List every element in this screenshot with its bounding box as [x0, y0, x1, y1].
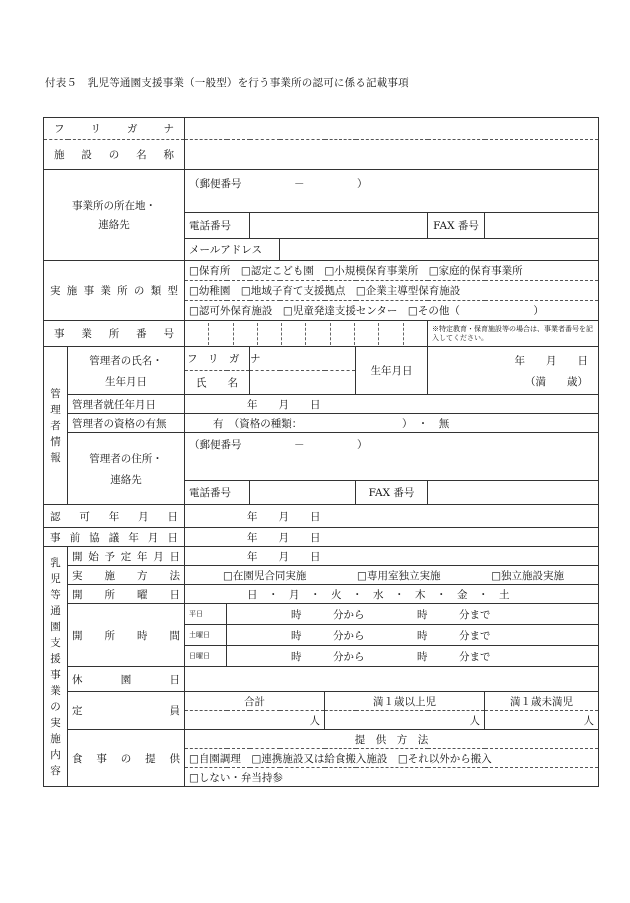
office-number-digit-8[interactable]: [355, 323, 379, 345]
meal-label: 食 事 の 提 供: [68, 730, 185, 787]
manager-phone-field[interactable]: [250, 481, 356, 505]
manager-name-field[interactable]: [250, 371, 356, 395]
approval-date-field[interactable]: 年 月 日: [185, 505, 599, 528]
manager-fax-field[interactable]: [428, 481, 599, 505]
manager-postal-field[interactable]: （郵便番号 － ）: [185, 433, 599, 481]
manager-group-label: 管理者情報: [44, 347, 68, 505]
office-number-digit-10[interactable]: [404, 323, 427, 345]
facility-type-row2[interactable]: □幼稚園 □地域子育て支援拠点 □企業主導型保育施設: [185, 281, 599, 301]
address-label: 事業所の所在地・ 連絡先: [44, 170, 185, 261]
days-label: 開 所 曜 日: [68, 585, 185, 604]
hours-weekday-field[interactable]: 時 分から 時 分まで: [227, 604, 599, 625]
address-email-field[interactable]: [280, 239, 599, 261]
office-number-digit-7[interactable]: [331, 323, 355, 345]
capacity-under1-field[interactable]: [485, 711, 599, 730]
capacity-over1-unit: 人: [469, 714, 480, 727]
office-number-boxes[interactable]: [185, 321, 428, 347]
capacity-over1-field[interactable]: [325, 711, 485, 730]
manager-birth-label: 生年月日: [356, 347, 428, 395]
consult-date-label: 事前協議年月日: [44, 528, 185, 547]
manager-appointed-field[interactable]: 年 月 日: [185, 395, 599, 414]
manager-birth-field[interactable]: 年 月 日 （満 歳）: [428, 347, 599, 395]
hours-sunday-field[interactable]: 時 分から 時 分まで: [227, 646, 599, 667]
address-postal-field[interactable]: （郵便番号 － ）: [185, 170, 599, 213]
office-number-note: ※特定教育・保育施設等の場合は、事業者番号を記入してください。: [428, 321, 599, 347]
capacity-total-header: 合計: [185, 692, 325, 711]
consult-date-field[interactable]: 年 月 日: [185, 528, 599, 547]
form-title: 付表５ 乳児等通園支援事業（一般型）を行う事業所の認可に係る記載事項: [45, 77, 409, 89]
manager-qualification-label: 管理者の資格の有無: [68, 414, 185, 433]
method-options[interactable]: [185, 566, 599, 585]
start-date-label: 開始予定年月日: [68, 547, 185, 566]
office-number-digit-4[interactable]: [258, 323, 282, 345]
manager-fax-label: FAX 番号: [356, 481, 428, 505]
capacity-under1-unit: 人: [583, 714, 594, 727]
office-number-digit-3[interactable]: [234, 323, 258, 345]
approval-date-label: 認 可 年 月 日: [44, 505, 185, 528]
address-email-label: メールアドレス: [185, 239, 280, 261]
office-number-digit-9[interactable]: [379, 323, 403, 345]
hours-weekday-label: 平日: [185, 604, 227, 625]
content-group-label: 乳児等通園支援事業の実施内容: [44, 547, 68, 787]
capacity-over1-header: 満１歳以上児: [325, 692, 485, 711]
office-number-digit-5[interactable]: [282, 323, 306, 345]
address-fax-field[interactable]: [485, 213, 599, 239]
office-number-digit-2[interactable]: [209, 323, 233, 345]
hours-saturday-field[interactable]: 時 分から 時 分まで: [227, 625, 599, 646]
facility-type-label: 実施事業所の類型: [44, 261, 185, 321]
start-date-field[interactable]: 年 月 日: [185, 547, 599, 566]
method-label: 実 施 方 法: [68, 566, 185, 585]
manager-qualification-field[interactable]: 有 （資格の種類： ） ・ 無: [185, 414, 599, 433]
manager-furigana-field[interactable]: [250, 347, 356, 371]
method-option-dedicated-room[interactable]: □専用室独立実施: [357, 569, 441, 582]
hours-saturday-label: 土曜日: [185, 625, 227, 646]
address-phone-field[interactable]: [250, 213, 428, 239]
capacity-total-unit: 人: [309, 714, 320, 727]
facility-furigana-label: フ リ ガ ナ: [44, 118, 185, 140]
method-option-independent[interactable]: □独立施設実施: [491, 569, 564, 582]
facility-name-label: 施 設 の 名 称: [44, 140, 185, 170]
meal-method-header: 提 供 方 法: [185, 730, 599, 749]
manager-name-label: 管理者の氏名・ 生年月日: [68, 347, 185, 395]
manager-furigana-label: フ リ ガ ナ: [185, 347, 250, 371]
meal-options-row1[interactable]: □自園調理 □連携施設又は給食搬入施設 □それ以外から搬入: [185, 749, 599, 768]
address-fax-label: FAX 番号: [428, 213, 485, 239]
capacity-under1-header: 満１歳未満児: [485, 692, 599, 711]
manager-name-label-inner: 氏 名: [185, 371, 250, 395]
meal-options-row2[interactable]: □しない・弁当持参: [185, 768, 599, 787]
facility-type-row1[interactable]: □保育所 □認定こども園 □小規模保育事業所 □家庭的保育事業所: [185, 261, 599, 281]
capacity-total-field[interactable]: [185, 711, 325, 730]
office-number-digit-1[interactable]: [185, 323, 209, 345]
office-number-label: 事 業 所 番 号: [44, 321, 185, 347]
method-option-joint[interactable]: □在園児合同実施: [223, 569, 307, 582]
address-phone-label: 電話番号: [185, 213, 250, 239]
hours-sunday-label: 日曜日: [185, 646, 227, 667]
capacity-label: 定 員: [68, 692, 185, 730]
manager-address-label: 管理者の住所・ 連絡先: [68, 433, 185, 505]
closed-days-field[interactable]: [185, 667, 599, 692]
facility-furigana-field[interactable]: [185, 118, 599, 140]
closed-days-label: 休 園 日: [68, 667, 185, 692]
hours-label: 開 所 時 間: [68, 604, 185, 667]
manager-phone-label: 電話番号: [185, 481, 250, 505]
days-field[interactable]: 日 ・ 月 ・ 火 ・ 水 ・ 木 ・ 金 ・ 土: [185, 585, 599, 604]
application-form: [43, 117, 599, 787]
office-number-digit-6[interactable]: [306, 323, 330, 345]
manager-appointed-label: 管理者就任年月日: [68, 395, 185, 414]
facility-type-row3[interactable]: □認可外保育施設 □児童発達支援センター □その他（ ）: [185, 301, 599, 321]
facility-name-field[interactable]: [185, 140, 599, 170]
